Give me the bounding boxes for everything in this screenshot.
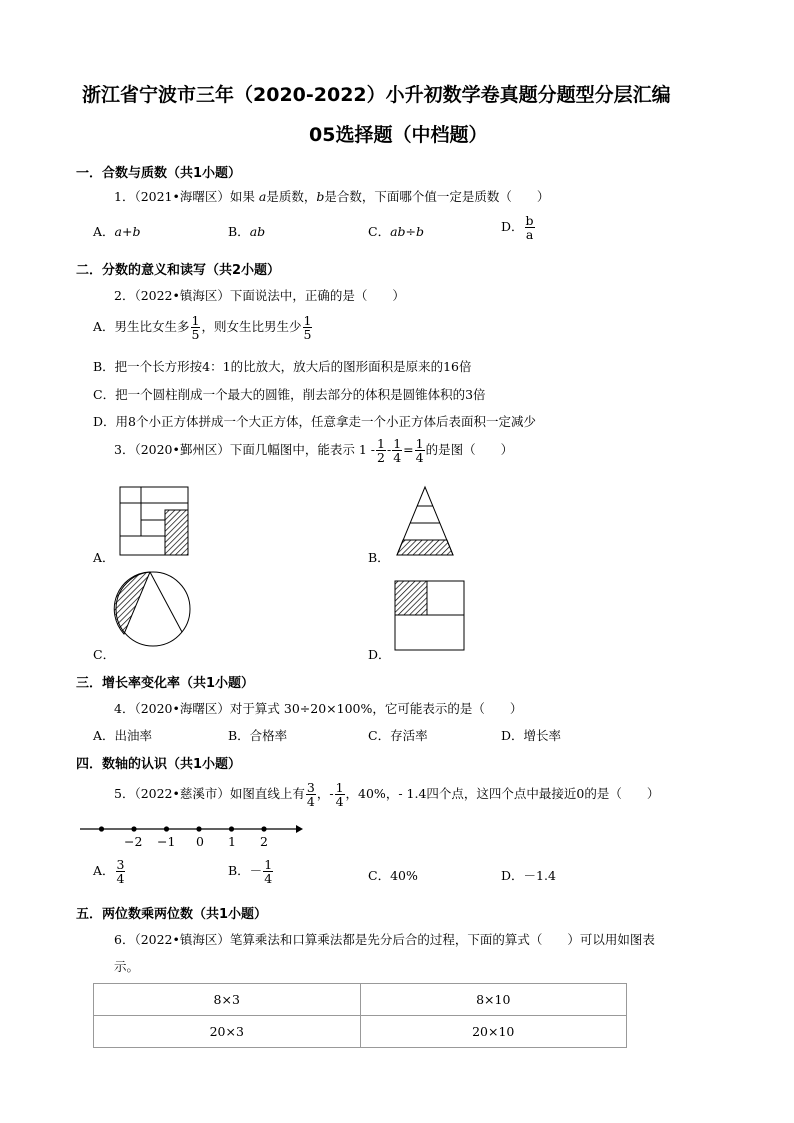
number-line-point bbox=[131, 826, 136, 831]
question-2-option-c[interactable]: C．把一个圆柱削成一个最大的圆锥，削去部分的体积是圆锥体积的3倍 bbox=[93, 387, 486, 402]
question-1-stem: 1．（2021•海曙区）如果 a是质数，b是合数，下面哪个值一定是质数（ ） bbox=[114, 189, 550, 204]
section-heading: 三．增长率变化率（共1小题） bbox=[76, 676, 255, 691]
figure-c-label: C． bbox=[93, 647, 116, 662]
question-2-option-b[interactable]: B．把一个长方形按4：1的比放大，放大后的图形面积是原来的16倍 bbox=[93, 359, 472, 374]
figure-a-label: A． bbox=[93, 550, 115, 565]
tick-label: 1 bbox=[228, 834, 236, 849]
figure-d-label: D． bbox=[368, 647, 391, 662]
question-4-stem: 4．（2020•海曙区）对于算式 30÷20×100%，它可能表示的是（ ） bbox=[114, 701, 523, 716]
question-5-stem: 5．（2022•慈溪市）如图直线上有 $\frac{3}{4}$ ，- $\frac{1}{4}$ ，40%，- 1.4四个点，这四个点中最接近0的是（ ） bbox=[114, 780, 660, 810]
section-heading: 一．合数与质数（共1小题） bbox=[76, 166, 242, 181]
fraction: $\frac{1}{5}$ bbox=[303, 313, 312, 343]
page-title: 浙江省宁波市三年（2020-2022）小升初数学卷真题分题型分层汇编 bbox=[82, 84, 671, 106]
fraction: $\frac{1}{4}$ bbox=[393, 436, 402, 466]
question-4-option-c[interactable]: C．存活率 bbox=[368, 728, 428, 743]
tick-label: 2 bbox=[260, 834, 268, 849]
fraction: $\frac{3}{4}$ bbox=[116, 857, 125, 887]
question-4-option-a[interactable]: A．出油率 bbox=[93, 728, 153, 743]
figure-b-label: B． bbox=[368, 550, 390, 565]
question-5-option-b[interactable]: B．－ $\frac{1}{4}$ bbox=[228, 857, 273, 887]
fraction: $\frac{1}{4}$ bbox=[415, 436, 424, 466]
question-1-option-b[interactable]: B．ab bbox=[228, 224, 266, 239]
question-6-stem: 6．（2022•镇海区）笔算乘法和口算乘法都是先分后合的过程，下面的算式（ ）可以用如图表 bbox=[114, 932, 655, 947]
question-1-option-d[interactable]: D． $\frac{b}{a}$ bbox=[501, 213, 534, 243]
number-line-point bbox=[164, 826, 169, 831]
page-subtitle: 05选择题（中档题） bbox=[309, 124, 488, 146]
section-heading: 四．数轴的认识（共1小题） bbox=[76, 757, 242, 772]
fraction: $\frac{b}{a}$ bbox=[525, 213, 534, 243]
fraction: $\frac{1}{4}$ bbox=[335, 780, 344, 810]
question-2-option-d[interactable]: D．用8个小正方体拼成一个大正方体，任意拿走一个小正方体后表面积一定减少 bbox=[93, 414, 536, 429]
question-2-stem: 2．（2022•镇海区）下面说法中，正确的是（ ） bbox=[114, 288, 405, 303]
question-2-option-a[interactable]: A．男生比女生多 $\frac{1}{5}$ ，则女生比男生少 $\frac{1}{5}$ bbox=[93, 313, 312, 343]
number-line-point bbox=[229, 826, 234, 831]
table-row bbox=[94, 984, 627, 1016]
number-line-point bbox=[99, 826, 104, 831]
fraction: $\frac{1}{5}$ bbox=[191, 313, 200, 343]
question-4-option-b[interactable]: B．合格率 bbox=[228, 728, 288, 743]
section-heading: 五．两位数乘两位数（共1小题） bbox=[76, 907, 268, 922]
table-cell: 8×3 bbox=[94, 984, 361, 1016]
tick-label: −1 bbox=[157, 834, 176, 849]
table-cell: 20×10 bbox=[360, 1016, 627, 1048]
question-1-option-c[interactable]: C．ab÷b bbox=[368, 224, 425, 239]
table-cell: 8×10 bbox=[360, 984, 627, 1016]
section-heading: 二．分数的意义和读写（共2小题） bbox=[76, 263, 281, 278]
fraction: $\frac{1}{4}$ bbox=[264, 857, 273, 887]
number-line-point bbox=[261, 826, 266, 831]
tick-label: −2 bbox=[124, 834, 143, 849]
number-line-point bbox=[196, 826, 201, 831]
fraction: $\frac{1}{2}$ bbox=[377, 436, 385, 466]
table-row bbox=[94, 1016, 627, 1048]
question-5-option-d[interactable]: D．－1.4 bbox=[501, 868, 556, 883]
question-1-option-a[interactable]: A．a+b bbox=[93, 224, 141, 239]
table-cell: 20×3 bbox=[94, 1016, 361, 1048]
fraction: $\frac{3}{4}$ bbox=[306, 780, 315, 810]
question-5-option-c[interactable]: C．40% bbox=[368, 868, 418, 883]
question-5-option-a[interactable]: A． $\frac{3}{4}$ bbox=[93, 857, 125, 887]
question-6-stem-cont: 示。 bbox=[114, 959, 140, 974]
tick-label: 0 bbox=[196, 834, 204, 849]
question-6-table bbox=[93, 983, 627, 1048]
question-3-stem: 3．（2020•鄞州区）下面几幅图中，能表示 1 - $\frac{1}{2}$ - $\frac{1}{4}$ = $\frac{1}{4}$ 的是图（ ） bbox=[114, 436, 514, 466]
question-4-option-d[interactable]: D．增长率 bbox=[501, 728, 562, 743]
